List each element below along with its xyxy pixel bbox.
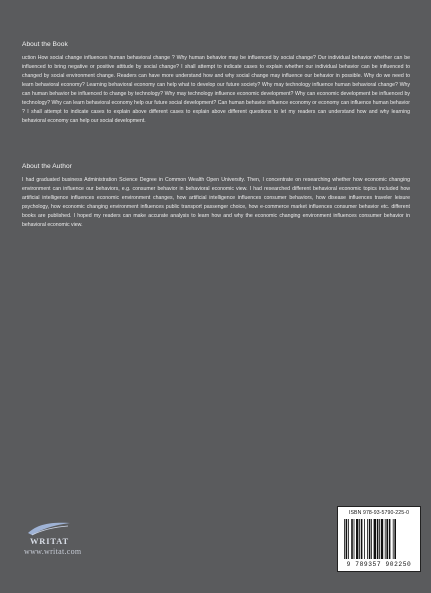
- quill-logo-icon: [24, 520, 74, 536]
- publisher-logo: [24, 520, 104, 565]
- about-book-heading: About the Book: [22, 41, 68, 48]
- isbn-barcode: [337, 506, 421, 572]
- about-author-heading: About the Author: [22, 163, 72, 170]
- isbn-label: ISBN 978-93-5790-225-0: [348, 510, 410, 516]
- about-author-text: I had graduated business Administration Science Degree in Common Wealth Open University. Then, I concentrate on researching whether how economic changing environment can influence our behaviors, e.g. consumer behavior in behavioral economic view. I had researched different behavioral economic topics included how artificial intelligence influences economic environment changes, how artificial intelligence influences consumer behaviors, how disease influences traveler leisure psychology, how economic changing environment influences public transport passenger choice, how e-commerce market influences consumer behavior etc. different books are published. I hoped my readers can make accurate analysis to learn how and why the economic changing environment influences consumer behavior in behavioral economic view.: [22, 177, 410, 228]
- about-book-text: uction How social change influences human behavioral change ? Why human behavior may be influenced by social change? Our individual behavior whether can be influenced to bring negative or positive attitude by social change? I shall attempt to indicate cases to explain whether our individual behavior can be influenced to changed by social environment change. Readers can have more understand how and why social change may influence our behavior in possible. Why do we need to learn behavioral economy? Learning behavioral economy can help what to develop our future society? Why may technology influence human behavioral change? Why can human behavior be influenced to change by technology? Why may technology influence economic development? Why can economic development be influenced by technology? Why can learn behavioral economy help our future social development? Can human behavior influence economy or economy can influence human behavior ? I shall attempt to indicate cases to explain above different cases to explain above different questions to let my readers can understand how and why learning behavioral economy can help our social development.: [22, 55, 410, 124]
- publisher-url: www.writat.com: [24, 547, 82, 556]
- barcode-number: 9 789357 902250: [346, 561, 412, 568]
- barcode-bars: [344, 519, 414, 559]
- publisher-name: WRITAT: [30, 536, 69, 546]
